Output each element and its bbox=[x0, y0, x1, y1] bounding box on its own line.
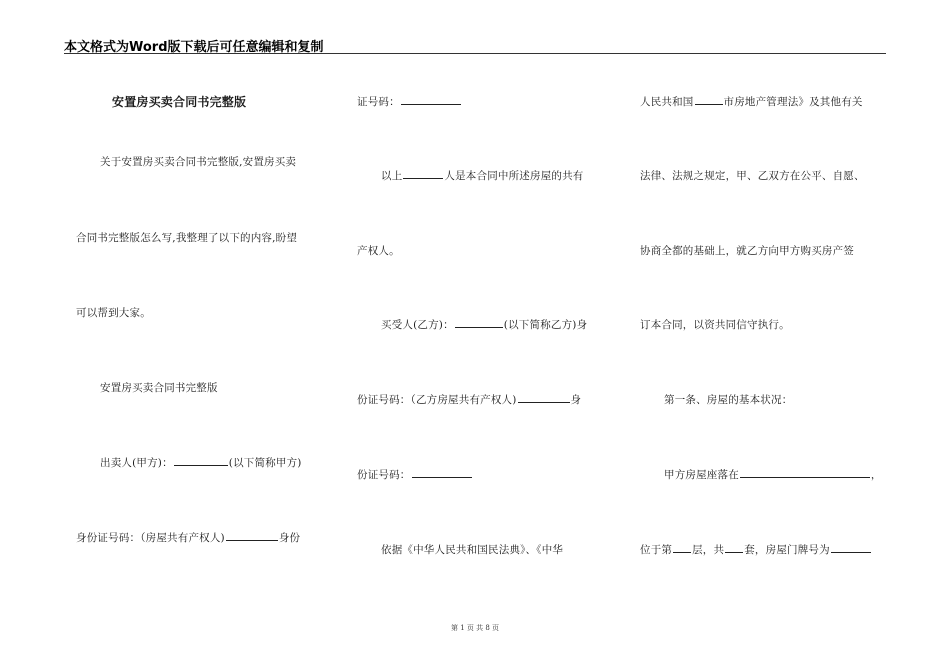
section-heading: 第一条、房屋的基本状况： bbox=[664, 394, 793, 406]
text-line bbox=[357, 392, 581, 407]
buyer-name-blank bbox=[455, 317, 503, 328]
buyer-id-label: 份证号码：（乙方房屋共有产权人) bbox=[357, 394, 517, 406]
buyer-label: 买受人(乙方)： bbox=[381, 319, 454, 331]
location-label: 甲方房屋座落在 bbox=[664, 469, 739, 481]
text-line bbox=[640, 94, 863, 109]
id-continuation: 身份 bbox=[278, 532, 301, 544]
text-line bbox=[640, 542, 872, 557]
city-blank bbox=[695, 94, 723, 105]
co-owners-text: 人是本合同中所述房屋的共有 bbox=[444, 170, 584, 182]
text-line: 产权人。 bbox=[357, 245, 400, 257]
document-title: 安置房买卖合同书完整版 bbox=[112, 95, 247, 109]
seller-label: 出卖人(甲方)： bbox=[100, 457, 173, 469]
floor-label: 位于第 bbox=[640, 544, 673, 556]
text-line bbox=[381, 317, 587, 332]
page-column-2 bbox=[357, 0, 607, 620]
text-line bbox=[664, 467, 882, 482]
id-label: 身份证号码：（房屋共有产权人) bbox=[76, 532, 225, 544]
id-number-label: 证号码： bbox=[357, 96, 400, 108]
co-owners-blank bbox=[403, 168, 443, 179]
text-line bbox=[381, 168, 584, 183]
buyer-id-continuation: 身 bbox=[570, 394, 582, 406]
law-text-end: 市房地产管理法》及其他有关 bbox=[723, 96, 863, 108]
door-number-blank bbox=[831, 542, 871, 553]
buyer-id-number-blank bbox=[412, 467, 472, 478]
page-column-3 bbox=[640, 0, 890, 620]
text-line: 订本合同，以资共同信守执行。 bbox=[640, 319, 790, 331]
location-blank bbox=[740, 467, 870, 478]
location-comma: ， bbox=[870, 469, 882, 481]
seller-note: (以下简称甲方) bbox=[228, 457, 302, 469]
units-label: 层，共 bbox=[692, 544, 725, 556]
buyer-note: (以下简称乙方)身 bbox=[503, 319, 588, 331]
text-line bbox=[76, 530, 300, 545]
above-label: 以上 bbox=[381, 170, 403, 182]
co-owner-blank bbox=[226, 530, 278, 541]
id-number-blank bbox=[401, 94, 461, 105]
text-line bbox=[100, 455, 302, 470]
law-text-start: 人民共和国 bbox=[640, 96, 694, 108]
buyer-co-owner-blank bbox=[518, 392, 570, 403]
floor-blank bbox=[673, 542, 691, 553]
text-line: 关于安置房买卖合同书完整版,安置房买卖 bbox=[100, 156, 297, 168]
text-line: 合同书完整版怎么写,我整理了以下的内容,盼望 bbox=[76, 232, 298, 244]
page-number: 第 1 页 共 8 页 bbox=[450, 624, 500, 632]
text-line: 协商全都的基础上，就乙方向甲方购买房产签 bbox=[640, 245, 854, 257]
text-line: 法律、法规之规定，甲、乙双方在公平、自愿、 bbox=[640, 170, 865, 182]
buyer-id-number-label: 份证号码： bbox=[357, 469, 411, 481]
text-line: 依据《中华人民共和国民法典》、《中华 bbox=[381, 544, 564, 556]
page-column-1 bbox=[76, 0, 326, 620]
units-blank bbox=[725, 542, 743, 553]
text-line: 可以帮到大家。 bbox=[76, 307, 151, 319]
door-number-label: 套，房屋门牌号为 bbox=[744, 544, 830, 556]
text-line: 安置房买卖合同书完整版 bbox=[100, 382, 218, 394]
document-header: 本文格式为Word版下载后可任意编辑和复制 bbox=[64, 40, 324, 55]
seller-name-blank bbox=[174, 455, 228, 466]
text-line bbox=[357, 94, 462, 109]
text-line bbox=[357, 467, 473, 482]
